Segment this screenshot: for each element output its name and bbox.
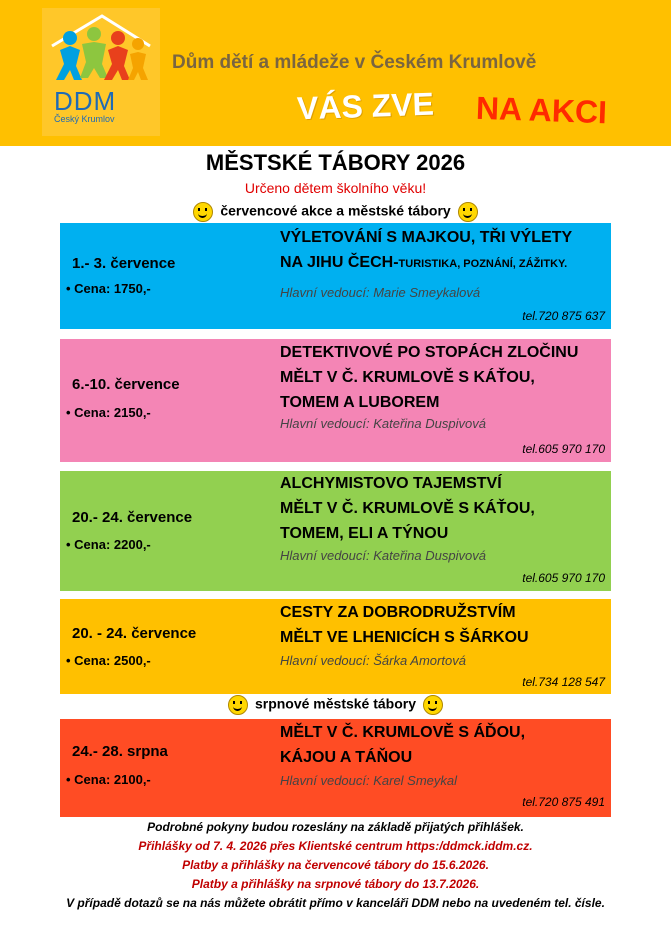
age-note: Určeno dětem školního věku! <box>244 180 427 196</box>
smiley-icon <box>193 202 213 222</box>
page-title: MĚSTSKÉ TÁBORY 2026 <box>205 150 466 175</box>
camp-title <box>280 600 610 650</box>
camp-price: • Cena: 2500,- <box>66 653 151 668</box>
header-banner <box>0 0 671 146</box>
ddm-logo <box>42 8 160 136</box>
smiley-icon <box>458 202 478 222</box>
camp-phone: tel.734 128 547 <box>522 675 605 689</box>
camp-title-line: KÁJOU A TÁŇOU <box>280 749 413 766</box>
footer-july-payment: Platby a přihlášky na červencové tábory do 15.6.2026. <box>182 858 489 872</box>
camp-title <box>280 720 610 770</box>
camp-leader: Hlavní vedoucí: Karel Smeykal <box>280 773 458 788</box>
camp-card <box>60 223 611 329</box>
logo-text: DDM <box>54 86 117 116</box>
camp-title-line: MĚLT VE LHENICÍCH S ŠÁRKOU <box>280 629 529 646</box>
logo-subtitle: Český Krumlov <box>54 114 115 124</box>
camp-price: • Cena: 1750,- <box>66 281 151 296</box>
event-text: NA AKCI <box>475 89 608 131</box>
camp-date: 20.- 24. července <box>72 509 193 526</box>
camp-leader: Hlavní vedoucí: Kateřina Duspivová <box>280 548 486 563</box>
camp-date: 1.- 3. července <box>72 255 176 272</box>
camp-date: 6.-10. července <box>72 376 180 393</box>
august-section-label: srpnové městské tábory <box>254 695 417 712</box>
camp-date: 20. - 24. července <box>72 625 197 642</box>
footer-registration: Přihlášky od 7. 4. 2026 přes Klientské centrum https:/ddmck.iddm.cz. <box>138 839 533 853</box>
camp-phone: tel.605 970 170 <box>522 442 605 456</box>
camp-title-line: CESTY ZA DOBRODRUŽSTVÍM <box>280 604 516 621</box>
camp-title-line: ALCHYMISTOVO TAJEMSTVÍ <box>280 475 502 492</box>
camp-phone: tel.720 875 491 <box>522 795 605 809</box>
camp-card <box>60 471 611 591</box>
organization-name: Dům dětí a mládeže v Českém Krumlově <box>172 52 537 73</box>
camp-title <box>280 471 610 546</box>
july-section-label: červencové akce a městské tábory <box>220 202 451 219</box>
camp-leader: Hlavní vedoucí: Kateřina Duspivová <box>280 416 486 431</box>
smiley-icon <box>423 695 443 715</box>
smiley-icon <box>228 695 248 715</box>
august-section-heading <box>0 695 671 715</box>
camp-title-line: MĚLT V Č. KRUMLOVĚ S KÁŤOU, <box>280 369 535 386</box>
july-section-heading <box>0 202 671 222</box>
footer-august-payment: Platby a přihlášky na srpnové tábory do 13.7.2026. <box>191 877 480 891</box>
camp-leader: Hlavní vedoucí: Marie Smeykalová <box>280 285 481 300</box>
camp-title-line: TOMEM A LUBOREM <box>280 394 440 411</box>
camp-card <box>60 719 611 817</box>
camp-title-line: VÝLETOVÁNÍ S MAJKOU, TŘI VÝLETY <box>280 229 573 246</box>
camp-card <box>60 339 611 462</box>
camp-leader: Hlavní vedoucí: Šárka Amortová <box>280 653 466 668</box>
invite-text: VÁS ZVE <box>296 85 435 127</box>
footer-contact: V případě dotazů se na nás můžete obrátit přímo v kanceláři DDM nebo na uvedeném tel. čísle. <box>66 896 605 910</box>
camp-card <box>60 599 611 694</box>
camp-title-line: MĚLT V Č. KRUMLOVĚ S ÁĎOU, <box>280 724 526 741</box>
camp-title <box>280 340 610 415</box>
camp-title-line <box>280 250 610 277</box>
camp-title-line: MĚLT V Č. KRUMLOVĚ S KÁŤOU, <box>280 500 535 517</box>
camp-phone: tel.605 970 170 <box>522 571 605 585</box>
camp-title-line: TOMEM, ELI A TÝNOU <box>280 525 449 542</box>
footer-instructions: Podrobné pokyny budou rozeslány na základě přijatých přihlášek. <box>147 820 524 834</box>
camp-price: • Cena: 2100,- <box>66 772 151 787</box>
camp-price: • Cena: 2200,- <box>66 537 151 552</box>
camp-date: 24.- 28. srpna <box>72 743 168 760</box>
camp-phone: tel.720 875 637 <box>522 309 605 323</box>
camp-title-line: DETEKTIVOVÉ PO STOPÁCH ZLOČINU <box>280 344 579 361</box>
camp-title <box>280 225 610 277</box>
camp-price: • Cena: 2150,- <box>66 405 151 420</box>
camp-title-note: TURISTIKA, POZNÁNÍ, ZÁŽITKY. <box>398 258 568 270</box>
camp-title-part: NA JIHU ČECH- <box>280 254 399 271</box>
children-logo-icon <box>42 8 160 88</box>
